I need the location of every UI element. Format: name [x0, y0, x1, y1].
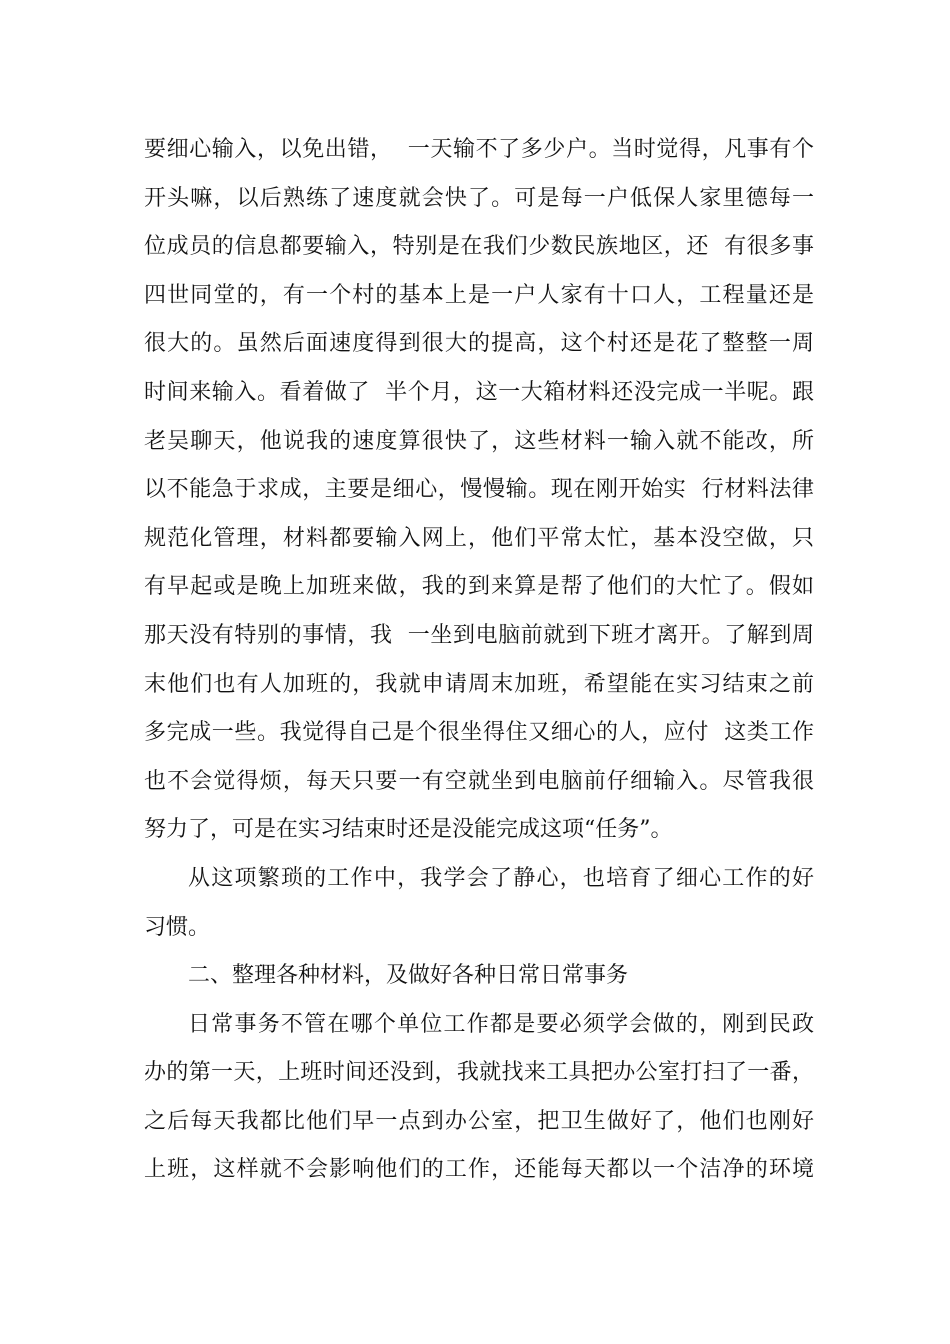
text-line: 开头嘛，以后熟练了速度就会快了。可是每一户低保人家里德每一 [144, 185, 814, 211]
text-line: 老吴聊天，他说我的速度算很快了，这些材料一输入就不能改，所 [144, 428, 814, 454]
text-line: 多完成一些。我觉得自己是个很坐得住又细心的人，应付 这类工作 [144, 720, 814, 746]
text-line: 那天没有特别的事情，我 一坐到电脑前就到下班才离开。了解到周 [144, 622, 814, 648]
text-line: 努力了，可是在实习结束时还是没能完成这项“任务”。 [144, 817, 673, 843]
section-heading: 二、整理各种材料，及做好各种日常日常事务 [188, 963, 629, 989]
text-line: 有早起或是晚上加班来做，我的到来算是帮了他们的大忙了。假如 [144, 574, 814, 600]
text-line: 很大的。虽然后面速度得到很大的提高，这个村还是花了整整一周 [144, 331, 814, 357]
text-line: 时间来输入。看着做了 半个月，这一大箱材料还没完成一半呢。跟 [144, 379, 814, 405]
text-line: 办的第一天，上班时间还没到，我就找来工具把办公室打扫了一番， [144, 1060, 814, 1086]
text-line: 四世同堂的，有一个村的基本上是一户人家有十口人，工程量还是 [144, 282, 814, 308]
text-line: 上班，这样就不会影响他们的工作，还能每天都以一个洁净的环境 [144, 1157, 814, 1183]
document-body [144, 126, 814, 1195]
text-line: 以不能急于求成，主要是细心，慢慢输。现在刚开始实 行材料法律 [144, 477, 814, 503]
text-line: 日常事务不管在哪个单位工作都是要必须学会做的，刚到民政 [188, 1011, 814, 1037]
text-line: 末他们也有人加班的，我就申请周末加班，希望能在实习结束之前 [144, 671, 814, 697]
text-line: 要细心输入，以免出错， 一天输不了多少户。当时觉得，凡事有个 [144, 137, 814, 162]
text-line: 习惯。 [144, 914, 211, 940]
text-line: 规范化管理，材料都要输入网上，他们平常太忙，基本没空做，只 [144, 525, 814, 551]
text-line: 之后每天我都比他们早一点到办公室，把卫生做好了，他们也刚好 [144, 1108, 814, 1134]
text-line: 位成员的信息都要输入，特别是在我们少数民族地区，还 有很多事 [144, 234, 814, 260]
text-line: 也不会觉得烦，每天只要一有空就坐到电脑前仔细输入。尽管我很 [144, 768, 814, 794]
text-line: 从这项繁琐的工作中，我学会了静心，也培育了细心工作的好 [188, 865, 814, 891]
